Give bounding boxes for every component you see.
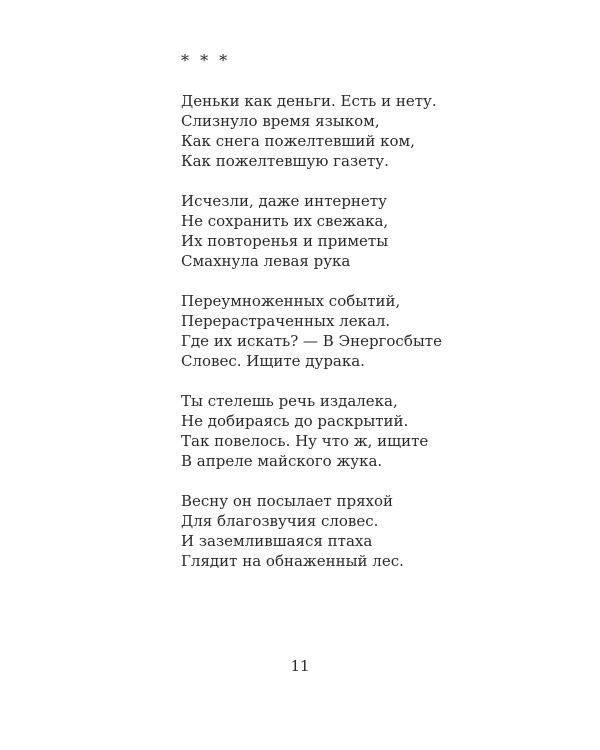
poem-line: В апреле майского жука. [181,452,383,470]
poem-line: Глядит на обнаженный лес. [181,552,404,570]
stanza-2 [181,191,561,271]
poem-line: Не сохранить их свежака, [181,212,389,230]
poem-line: Ты стелешь речь издалека, [181,392,398,410]
poem-line: Слизнуло время языком, [181,112,380,130]
poem [181,52,561,591]
poem-line: Как пожелтевшую газету. [181,152,389,170]
stanza-5 [181,491,561,571]
poem-line: Как снега пожелтевший ком, [181,132,415,150]
stanza-3 [181,291,561,371]
poem-line: Где их искать? — В Энергосбыте [181,332,442,350]
poem-line: И заземлившаяся птаха [181,532,373,550]
poem-line: Переумноженных событий, [181,292,401,310]
poem-line: Не добираясь до раскрытий. [181,412,409,430]
stanza-1 [181,91,561,171]
poem-line: Словес. Ищите дурака. [181,352,365,370]
poem-line: Весну он посылает пряхой [181,492,394,510]
section-divider: * * * [181,51,231,70]
poem-line: Деньки как деньги. Есть и нету. [181,92,437,110]
page-number: 11 [290,657,310,675]
stanza-4 [181,391,561,471]
poem-line: Перерастраченных лекал. [181,312,391,330]
poem-line: Так повелось. Ну что ж, ищите [181,432,429,450]
poem-line: Их повторенья и приметы [181,232,389,250]
poem-line: Исчезли, даже интернету [181,192,387,210]
poem-line: Смахнула левая рука [181,252,351,270]
poem-line: Для благозвучия словес. [181,512,379,530]
